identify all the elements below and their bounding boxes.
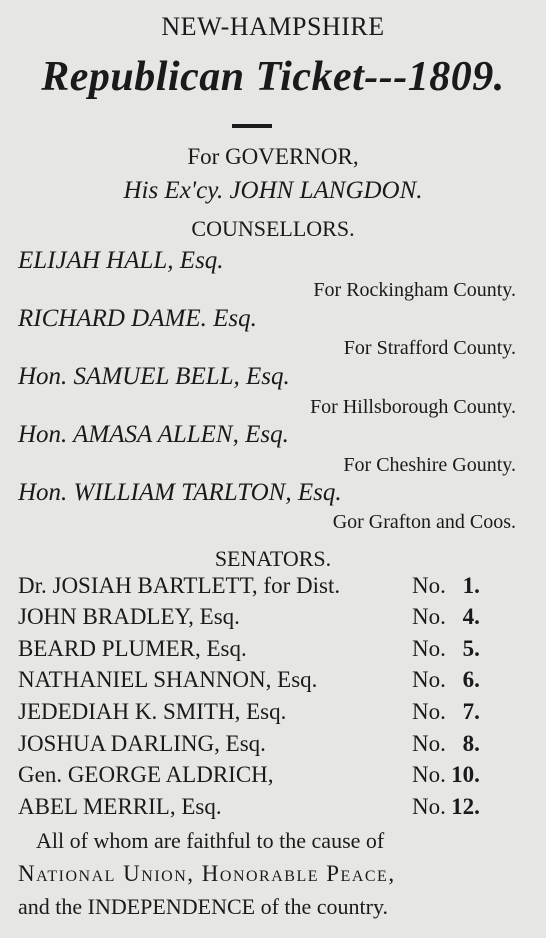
senator-name: JEDEDIAH K. SMITH, Esq.	[18, 699, 287, 724]
footer-line-1: All of whom are faithful to the cause of	[36, 828, 385, 853]
senator-name: BEARD PLUMER, Esq.	[18, 636, 247, 661]
counsellor-name: Hon. WILLIAM TARLTON, Esq.	[18, 479, 342, 506]
governor-name: His Ex'cy. JOHN LANGDON.	[123, 177, 423, 204]
senator-name: JOHN BRADLEY, Esq.	[18, 604, 240, 629]
district-number: No. 10.	[412, 762, 480, 787]
district-number: No. 7.	[412, 699, 480, 724]
footer-line-2: National Union, Honorable Peace,	[18, 861, 396, 886]
counsellor-name: RICHARD DAME. Esq.	[18, 305, 257, 332]
governor-label: For GOVERNOR,	[187, 144, 359, 169]
district-number: No. 12.	[412, 794, 480, 819]
ticket-title: Republican Ticket---1809.	[41, 54, 505, 100]
counsellor-county: For Hillsborough County.	[310, 396, 516, 418]
senator-name: NATHANIEL SHANNON, Esq.	[18, 667, 318, 692]
district-number: No. 8.	[412, 731, 480, 756]
counsellor-name: ELIJAH HALL, Esq.	[18, 247, 224, 274]
district-number: No. 6.	[412, 667, 480, 692]
counsellor-county: Gor Grafton and Coos.	[332, 511, 516, 533]
counsellor-county: For Rockingham County.	[313, 279, 516, 301]
senator-name: ABEL MERRIL, Esq.	[18, 794, 222, 819]
title-rule	[232, 124, 272, 128]
state-heading: NEW-HAMPSHIRE	[161, 12, 385, 41]
senator-name: Gen. GEORGE ALDRICH,	[18, 762, 274, 787]
counsellor-county: For Cheshire Gounty.	[343, 454, 516, 476]
senator-name: Dr. JOSIAH BARTLETT, for Dist.	[18, 573, 341, 598]
counsellor-county: For Strafford County.	[343, 337, 516, 359]
district-number: No. 5.	[412, 636, 480, 661]
senator-name: JOSHUA DARLING, Esq.	[18, 731, 266, 756]
counsellor-name: Hon. AMASA ALLEN, Esq.	[18, 421, 289, 448]
footer-line-3: and the INDEPENDENCE of the country.	[18, 894, 389, 919]
district-number: No. 4.	[412, 604, 480, 629]
district-number: No. 1.	[412, 573, 480, 598]
counsellor-name: Hon. SAMUEL BELL, Esq.	[18, 363, 290, 390]
counsellors-label: COUNSELLORS.	[191, 216, 355, 241]
senators-label: SENATORS.	[214, 546, 332, 571]
